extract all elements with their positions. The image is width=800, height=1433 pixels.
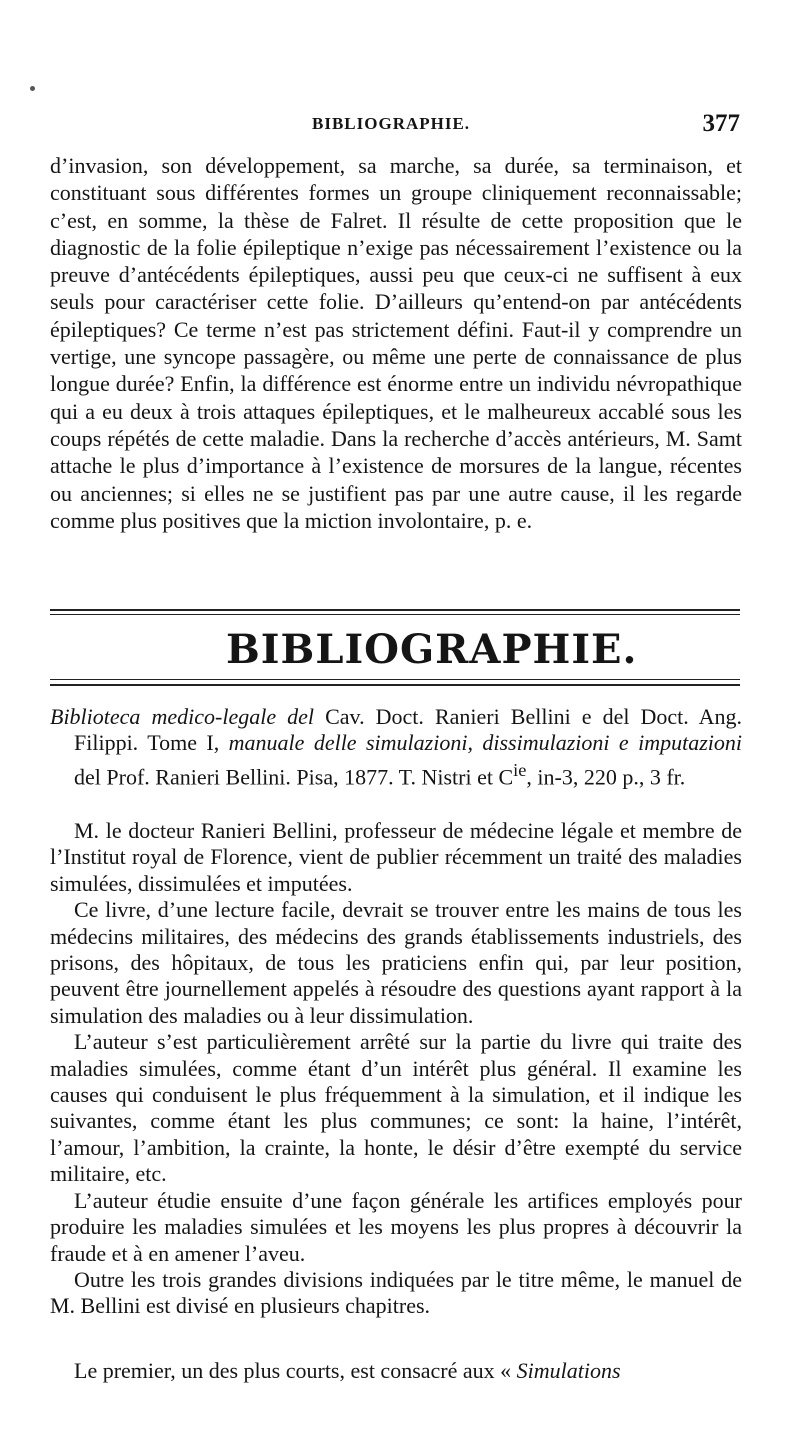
continued-paragraph-text: d’invasion, son développement, sa marche, sa durée, sa terminaison, et constituant sous différentes formes un groupe cliniquement reconnaissable; c’est, en somme, la thèse de Falret. Il résulte de cette proposition que le diagnostic de la folie épileptique n’exige pas nécessairement l’existence ou la preuve d’antécédents épileptiques, aussi peu que ceux-ci ne suffisent à eux seuls pour caractériser cette folie. D’ailleurs qu’entend-on par antécédents épileptiques? Ce terme n’est pas strictement défini. Faut-il y comprendre un vertige, une syncope passagère, ou même une perte de connaissance de plus longue durée? Enfin, la différence est énorme entre un individu névropathique qui a eu deux à trois attaques épileptiques, et le malheureux accablé sous les coups répétés de cette maladie. Dans la recherche d’accès antérieurs, M. Samt attache le plus d’importance à l’existence de morsures de la langue, récentes ou anciennes; si elles ne se justifient pas par une autre cause, il les regarde comme plus positives que la miction involontaire, p. e. bbox=[50, 153, 742, 533]
section-rule-bottom-thin bbox=[50, 679, 740, 680]
ink-speck bbox=[30, 86, 35, 91]
section-heading bbox=[50, 620, 740, 680]
citation-format: , in-3, 220 p., 3 fr. bbox=[526, 764, 686, 790]
section-rule-top-thin bbox=[50, 614, 740, 615]
review-paragraph: L’auteur s’est particulièrement arrêté sur la partie du livre qui traite des maladies simulées, comme étant d’un intérêt plus général. Il examine les causes qui conduisent le plus fréquemment à la simulation, et il indique les suivantes, comme étant les plus communes; ce sont: la haine, l’intérêt, l’amour, l’ambition, la crainte, la honte, le désir d’être exempté du service militaire, etc. bbox=[50, 1029, 742, 1187]
running-title: BIBLIOGRAPHIE. bbox=[312, 114, 471, 133]
review-body bbox=[50, 818, 742, 1320]
last-line-text: Le premier, un des plus courts, est consacré aux « bbox=[74, 1358, 517, 1383]
bibliographic-entry bbox=[50, 704, 742, 791]
page-header bbox=[50, 110, 740, 144]
citation bbox=[50, 704, 742, 791]
last-line-italic: Simulations bbox=[516, 1358, 621, 1383]
section-rule-top bbox=[50, 609, 740, 611]
review-paragraph: M. le docteur Ranieri Bellini, professeur de médecine légale et membre de l’Institut royal de Florence, vient de publier récemment un traité des maladies simulées, dissimulées et imputées. bbox=[50, 818, 742, 896]
citation-book-title: manuale delle simulazioni, dissimulazioni e imputazioni bbox=[228, 730, 742, 756]
review-paragraph: Outre les trois grandes divisions indiquées par le titre même, le manuel de M. Bellini est divisé en plusieurs chapitres. bbox=[50, 1266, 742, 1319]
citation-publisher: del Prof. Ranieri Bellini. Pisa, 1877. T. Nistri et C bbox=[74, 764, 514, 790]
review-paragraph: Ce livre, d’une lecture facile, devrait se trouver entre les mains de tous les médecins militaires, des médecins des grands établissements industriels, des prisons, des hôpitaux, de tous les praticiens enfin qui, par leur position, peuvent être journellement appelés à résoudre des questions ayant rapport à la simulation des maladies ou à leur dissimulation. bbox=[50, 897, 742, 1028]
page-number: 377 bbox=[702, 110, 740, 137]
section-rule-bottom bbox=[50, 684, 740, 686]
continued-paragraph bbox=[50, 152, 742, 534]
section-title: BIBLIOGRAPHIE. bbox=[226, 626, 638, 673]
citation-superscript: ie bbox=[513, 759, 527, 780]
citation-series-title: Biblioteca medico-legale del bbox=[50, 704, 315, 729]
review-paragraph: L’auteur étudie ensuite d’une façon générale les artifices employés pour produire les maladies simulées et les moyens les plus propres à découvrir la fraude et à en amener l’aveu. bbox=[50, 1187, 742, 1266]
review-paragraph-last bbox=[50, 1358, 742, 1384]
citation-authors: Cav. Doct. Ranieri Bellini e del Doct. Ang. Filippi. Tome I, bbox=[74, 704, 743, 756]
